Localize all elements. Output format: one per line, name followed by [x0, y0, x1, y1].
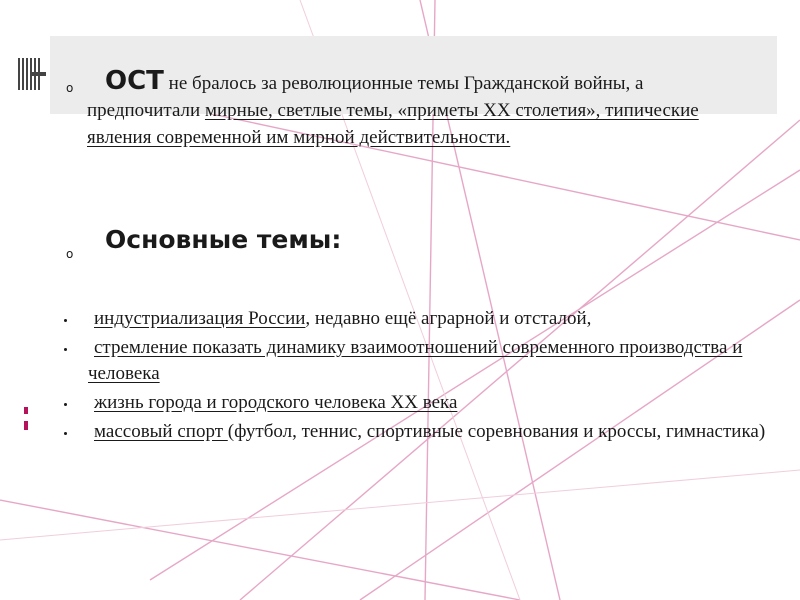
hollow-bullet-icon: o — [66, 247, 74, 261]
bullet-icon — [64, 432, 67, 435]
topic-link[interactable]: жизнь города и городского человека XX века — [94, 392, 458, 413]
bar-icon — [30, 72, 46, 76]
hollow-bullet-icon: o — [66, 81, 74, 95]
bullet-icon — [64, 319, 67, 322]
list-item — [60, 335, 780, 387]
topic-text: , недавно ещё аграрной и отсталой, — [305, 308, 592, 329]
topic-link[interactable]: массовый спорт — [94, 421, 228, 442]
topics-list — [60, 306, 780, 448]
topic-link[interactable]: стремление показать динамику взаимоотношений современного производства и человека — [88, 337, 743, 384]
intro-paragraph — [87, 68, 737, 151]
bullet-icon — [64, 348, 67, 351]
topic-text: (футбол, теннис, спортивные соревнования и кроссы, гимнастика) — [227, 421, 766, 442]
list-item — [60, 306, 780, 332]
themes-link[interactable]: мирные, светлые темы, «приметы XX столетия», типические явления современной им мирной действительности. — [87, 100, 699, 148]
intro-text: не бралось за революционные темы Гражданской войны, а предпочитали — [87, 73, 644, 121]
brand-name: ОСТ — [105, 66, 164, 96]
accent-bar — [24, 421, 28, 430]
topic-link[interactable]: индустриализация России — [94, 308, 306, 329]
section-heading: Основные темы: — [105, 225, 342, 254]
accent-bar — [24, 407, 28, 414]
list-item — [60, 390, 780, 416]
list-item — [60, 419, 780, 445]
bullet-icon — [64, 403, 67, 406]
